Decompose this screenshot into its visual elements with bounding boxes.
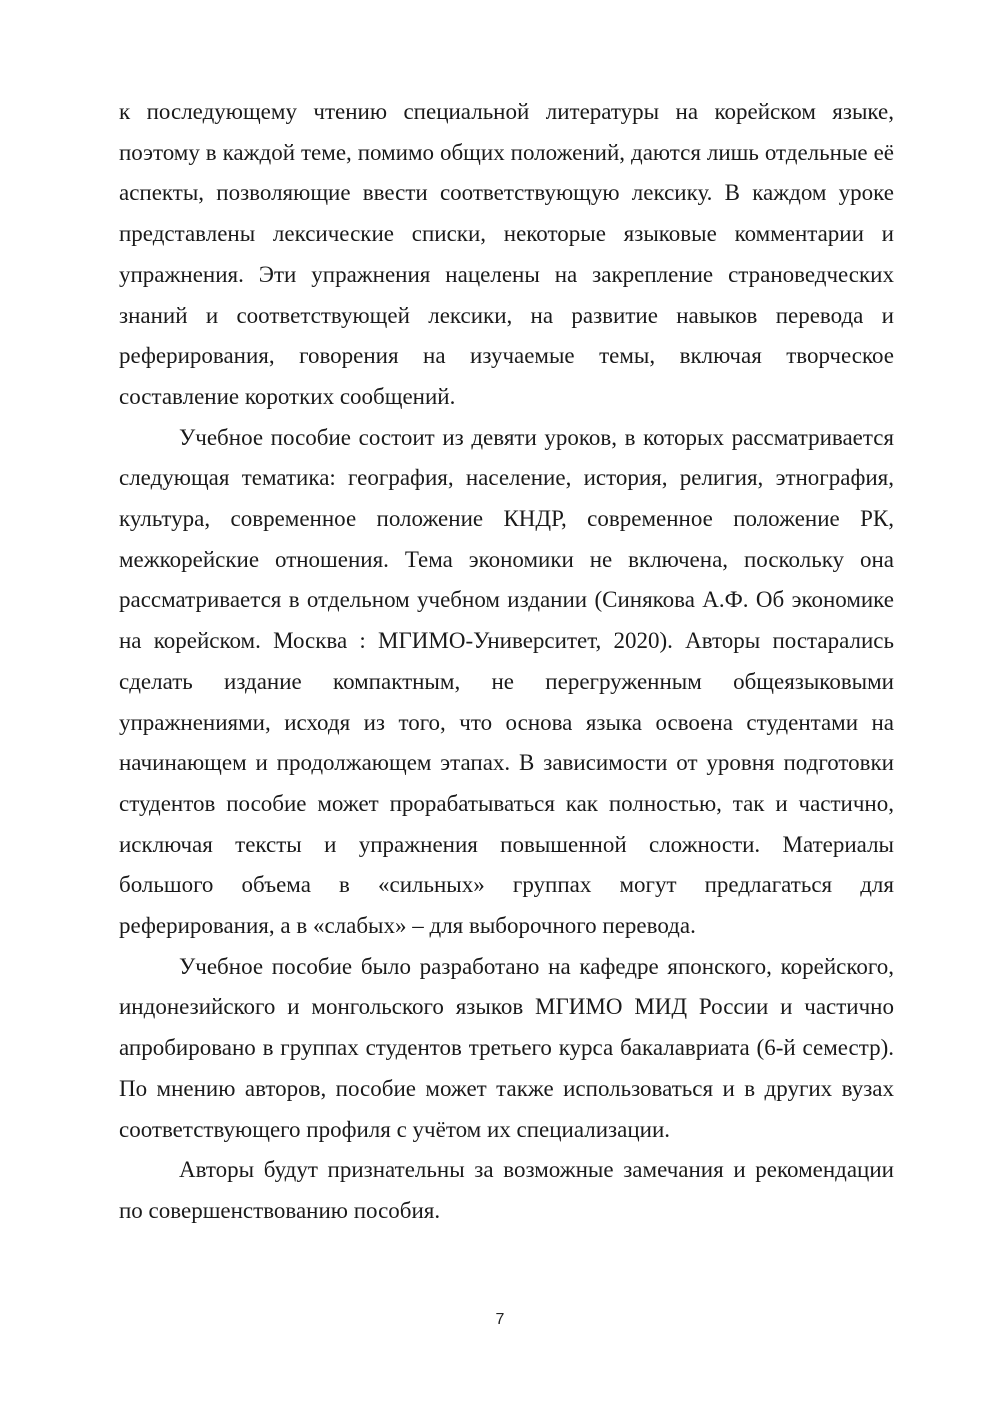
paragraph-feedback: Авторы будут признательны за возможные замечания и рекомендации по совершенствованию пособия. — [119, 1157, 894, 1223]
paragraph-structure: Учебное пособие состоит из девяти уроков, в которых рассматривается следующая тематика: география, население, история, религия, этнография, культура, современное положение КНДР, современное положение РК, межкорейские отношения. Тема экономики не включена, поскольку она рассматривается в отдельном учебном издании (Синякова А.Ф. Об экономике на корейском. Москва : МГИМО-Университет, 2020). Авторы постарались сделать издание компактным, не перегруженным общеязыковыми упражнениями, исходя из того, что основа языка освоена студентами на начинающем и продолжающем этапах. В зависимости от уровня подготовки студентов пособие может прорабатываться как полностью, так и частично, исключая тексты и упражнения повышенной сложности. Материалы большого объема в «сильных» группах могут предлагаться для реферирования, а в «слабых» – для выборочного перевода. — [119, 424, 894, 939]
paragraph-origin: Учебное пособие было разработано на кафедре японского, корейского, индонезийского и монгольского языков МГИМО МИД России и частично апробировано в группах студентов третьего курса бакалавриата (6-й семестр). По мнению авторов, пособие может также использоваться и в других вузах соответствующего профиля с учётом их специализации. — [119, 953, 894, 1142]
body-text — [119, 92, 894, 1232]
paragraph-continuation: к последующему чтению специальной литературы на корейском языке, поэтому в каждой теме, помимо общих положений, даются лишь отдельные её аспекты, позволяющие ввести соответствующую лексику. В каждом уроке представлены лексические списки, некоторые языковые комментарии и упражнения. Эти упражнения нацелены на закрепление страноведческих знаний и соответствующей лексики, на развитие навыков перевода и реферирования, говорения на изучаемые темы, включая творческое составление коротких сообщений. — [119, 99, 894, 409]
page-number: 7 — [495, 1311, 505, 1328]
